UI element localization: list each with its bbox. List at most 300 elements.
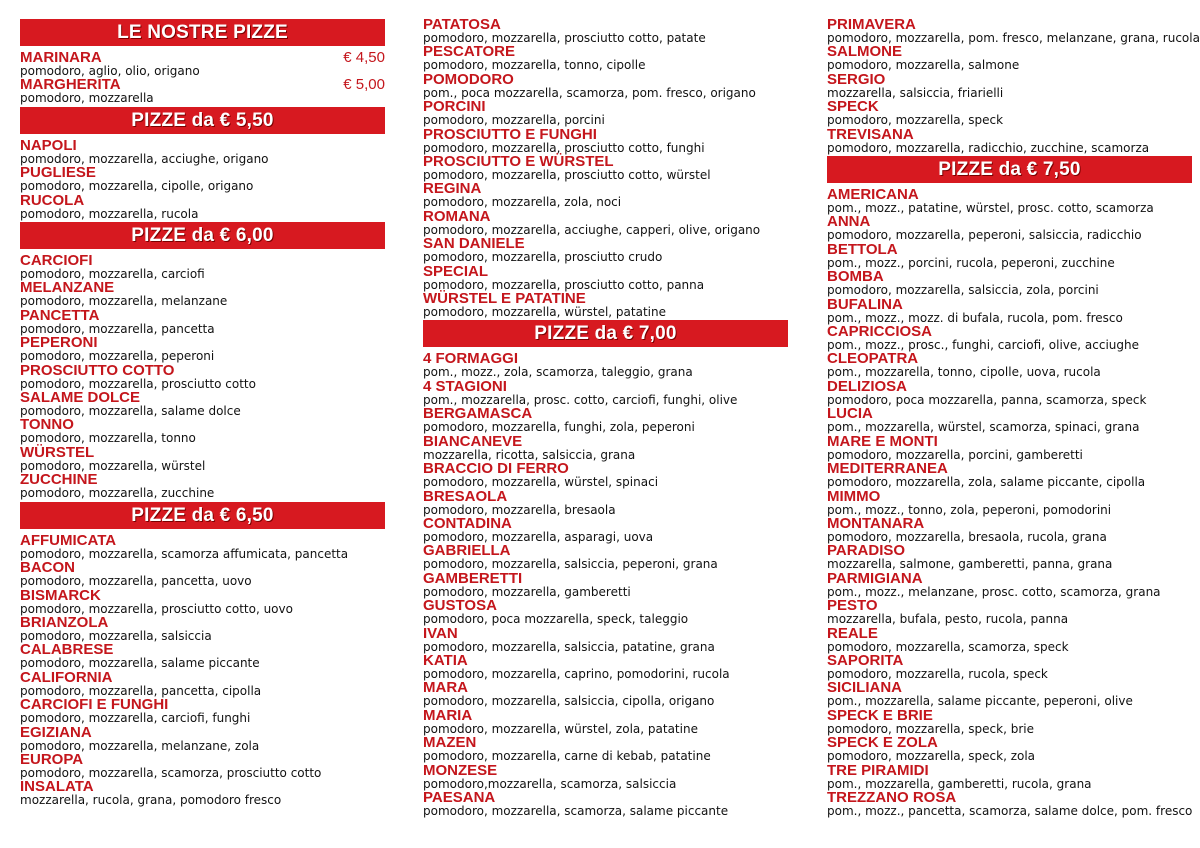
pizza-ingredients: pomodoro, mozzarella xyxy=(20,91,154,106)
section-header-pizze-da-eur-7-00: PIZZE da € 7,00 xyxy=(423,320,788,347)
pizza-name: MONZESE xyxy=(423,761,498,779)
pizza-name-row xyxy=(827,487,1192,505)
pizza-name-row xyxy=(423,262,788,280)
menu-item-romana xyxy=(423,207,788,237)
pizza-name-row xyxy=(827,213,1192,231)
pizza-name-row xyxy=(827,460,1192,478)
pizza-name-row xyxy=(827,597,1192,615)
pizza-ingredients: pomodoro, mozzarella, würstel, patatine xyxy=(423,305,666,320)
pizza-name: AMERICANA xyxy=(827,186,919,204)
pizza-ingredients: pomodoro, mozzarella, salmone xyxy=(827,58,1020,73)
pizza-name: BISMARCK xyxy=(20,586,101,604)
menu-item-tonno xyxy=(20,418,385,445)
pizza-name: LUCIA xyxy=(827,405,873,423)
pizza-ingredients: pomodoro, mozzarella, salsiccia, peperoni, grana xyxy=(423,557,718,572)
pizza-ingredients: pom., mozzarella, prosc. cotto, carciofi, funghi, olive xyxy=(423,392,738,407)
pizza-name: CONTADINA xyxy=(423,514,512,532)
pizza-ingredients: pomodoro, mozzarella, würstel, zola, patatine xyxy=(423,721,698,736)
pizza-ingredients: pomodoro, mozzarella, funghi, zola, peperoni xyxy=(423,420,695,435)
pizza-name: PRIMAVERA xyxy=(827,16,916,33)
pizza-ingredients: pom., mozz., prosc., funghi, carciofi, olive, acciughe xyxy=(827,338,1140,353)
menu-item-rucola xyxy=(20,191,385,221)
pizza-name-row xyxy=(827,761,1192,779)
pizza-name: CLEOPATRA xyxy=(827,350,919,368)
menu-item-siciliana xyxy=(827,681,1192,708)
pizza-name-row xyxy=(827,569,1192,587)
pizza-ingredients: pom., mozzarella, würstel, scamorza, spinaci, grana xyxy=(827,420,1140,435)
pizza-name-row xyxy=(827,405,1192,423)
pizza-name-row xyxy=(827,240,1192,258)
pizza-ingredients: pomodoro, mozzarella, tonno, cipolle xyxy=(423,58,646,73)
pizza-name: EUROPA xyxy=(20,750,84,768)
pizza-name: SAN DANIELE xyxy=(423,235,525,253)
menu-item-braccio-di-ferro xyxy=(423,462,788,489)
pizza-name-row xyxy=(20,696,385,714)
pizza-name: GUSTOSA xyxy=(423,597,497,615)
pizza-name-row xyxy=(20,778,385,796)
pizza-name: AFFUMICATA xyxy=(20,531,117,549)
pizza-name: ZUCCHINE xyxy=(20,471,98,489)
pizza-name: MELANZANE xyxy=(20,279,115,297)
menu-item-prosciutto-e-wurstel xyxy=(423,155,788,182)
pizza-ingredients: pomodoro, mozzarella, zucchine xyxy=(20,486,215,501)
pizza-name: INSALATA xyxy=(20,778,94,796)
menu-item-4-formaggi xyxy=(423,352,788,379)
pizza-name: POMODORO xyxy=(423,70,514,88)
menu-item-gamberetti xyxy=(423,569,788,599)
pizza-name: NAPOLI xyxy=(20,136,77,154)
menu-item-speck-e-brie xyxy=(827,706,1192,736)
menu-item-pomodoro xyxy=(423,70,788,100)
menu-item-zucchine xyxy=(20,473,385,500)
menu-item-egiziana xyxy=(20,723,385,753)
menu-item-speck xyxy=(827,100,1192,127)
pizza-name: BOMBA xyxy=(827,268,884,286)
menu-item-bettola xyxy=(827,240,1192,270)
pizza-name-row xyxy=(423,788,788,806)
pizza-ingredients: pomodoro, poca mozzarella, panna, scamorza, speck xyxy=(827,392,1147,407)
pizza-name-row xyxy=(827,18,1192,31)
pizza-name: MARIA xyxy=(423,706,473,724)
menu-item-speck-e-zola xyxy=(827,736,1192,763)
menu-item-insalata xyxy=(20,780,385,807)
menu-item-mara xyxy=(423,681,788,708)
menu-item-mare-e-monti xyxy=(827,432,1192,462)
pizza-name-row xyxy=(423,624,788,642)
pizza-name-row xyxy=(827,679,1192,697)
menu-item-melanzane xyxy=(20,281,385,308)
pizza-ingredients: pomodoro, mozzarella, salame dolce xyxy=(20,404,241,419)
pizza-name: PARADISO xyxy=(827,542,906,560)
menu-item-wurstel xyxy=(20,443,385,473)
pizza-name: BUFALINA xyxy=(827,295,903,313)
pizza-ingredients: pomodoro, mozzarella, asparagi, uova xyxy=(423,529,654,544)
pizza-name-row xyxy=(20,668,385,686)
pizza-ingredients: pomodoro, mozzarella, carciofi xyxy=(20,267,205,282)
pizza-name-row xyxy=(827,734,1192,752)
pizza-ingredients: pomodoro, mozzarella, pom. fresco, melanzane, grana, rucola xyxy=(827,31,1200,45)
menu-item-americana xyxy=(827,188,1192,215)
pizza-price: € 5,00 xyxy=(343,76,385,94)
pizza-name-row xyxy=(423,679,788,697)
menu-column-3 xyxy=(827,16,1200,818)
pizza-ingredients: pomodoro, mozzarella, salsiccia, zola, porcini xyxy=(827,283,1099,298)
menu-item-maria xyxy=(423,706,788,736)
pizza-name: MARA xyxy=(423,679,468,697)
section-header-pizze-da-eur-7-50: PIZZE da € 7,50 xyxy=(827,156,1192,183)
pizza-ingredients: pomodoro, mozzarella, peperoni xyxy=(20,349,215,364)
pizza-name: BRIANZOLA xyxy=(20,613,109,631)
pizza-name: GAMBERETTI xyxy=(423,569,523,587)
pizza-name: TREVISANA xyxy=(827,125,914,143)
pizza-ingredients: pomodoro, mozzarella, prosciutto cotto xyxy=(20,376,256,391)
pizza-name: SPECK xyxy=(827,98,879,116)
pizza-ingredients: pomodoro, mozzarella, tonno xyxy=(20,431,196,446)
pizza-ingredients: pomodoro, mozzarella, zola, noci xyxy=(423,195,622,210)
pizza-ingredients: pom., mozz., melanzane, prosc. cotto, scamorza, grana xyxy=(827,584,1161,599)
pizza-name: ROMANA xyxy=(423,207,491,225)
menu-item-porcini xyxy=(423,100,788,127)
pizza-ingredients: pom., mozz., porcini, rucola, peperoni, zucchine xyxy=(827,255,1115,270)
pizza-name: CARCIOFI E FUNGHI xyxy=(20,696,169,714)
pizza-name-row xyxy=(423,761,788,779)
pizza-name: KATIA xyxy=(423,651,468,669)
pizza-ingredients: mozzarella, rucola, grana, pomodoro fresco xyxy=(20,793,282,808)
pizza-ingredients: pom., mozz., pancetta, scamorza, salame dolce, pom. fresco xyxy=(827,803,1193,818)
pizza-name-row xyxy=(423,651,788,669)
pizza-ingredients: pomodoro, mozzarella, prosciutto cotto, würstel xyxy=(423,168,711,183)
pizza-name: PUGLIESE xyxy=(20,164,96,182)
menu-item-trevisana xyxy=(827,125,1192,155)
pizza-ingredients: pomodoro, mozzarella, peperoni, salsiccia, radicchio xyxy=(827,228,1142,243)
pizza-name-row xyxy=(423,180,788,198)
pizza-ingredients: pomodoro, mozzarella, würstel xyxy=(20,458,206,473)
pizza-ingredients: pomodoro, mozzarella, rucola xyxy=(20,206,199,221)
pizza-name: PAESANA xyxy=(423,788,496,806)
menu-item-ivan xyxy=(423,624,788,654)
menu-column-2 xyxy=(423,18,788,818)
pizza-name-row xyxy=(423,432,788,450)
section-header-pizze-da-eur-6-50: PIZZE da € 6,50 xyxy=(20,502,385,529)
pizza-name: PESTO xyxy=(827,597,878,615)
menu-item-mimmo xyxy=(827,487,1192,517)
pizza-name: BIANCANEVE xyxy=(423,432,523,450)
pizza-name-row xyxy=(827,186,1192,204)
pizza-name-row xyxy=(423,125,788,143)
pizza-name: MARINARA xyxy=(20,49,102,66)
menu-item-pugliese xyxy=(20,166,385,193)
pizza-name-row xyxy=(20,531,385,549)
menu-item-patatosa xyxy=(423,18,788,45)
pizza-name-row xyxy=(20,334,385,352)
pizza-ingredients: pomodoro, mozzarella, scamorza affumicata, pancetta xyxy=(20,546,349,561)
pizza-ingredients: pomodoro, mozzarella, acciughe, origano xyxy=(20,151,269,166)
pizza-name: PARMIGIANA xyxy=(827,569,923,587)
menu-item-prosciutto-e-funghi xyxy=(423,125,788,155)
pizza-name: CALIFORNIA xyxy=(20,668,113,686)
menu-item-biancaneve xyxy=(423,432,788,462)
pizza-name: SPECK E BRIE xyxy=(827,706,933,724)
section-header-pizze-da-eur-6-00: PIZZE da € 6,00 xyxy=(20,222,385,249)
menu-item-wurstel-e-patatine xyxy=(423,292,788,319)
pizza-ingredients: mozzarella, salmone, gamberetti, panna, grana xyxy=(827,557,1113,572)
pizza-name: CAPRICCIOSA xyxy=(827,323,933,341)
pizza-name-row xyxy=(20,136,385,154)
pizza-ingredients: pomodoro, mozzarella, salsiccia, patatine, grana xyxy=(423,639,715,654)
pizza-ingredients: pomodoro, mozzarella, würstel, spinaci xyxy=(423,475,659,490)
pizza-name: EGIZIANA xyxy=(20,723,92,741)
section-header-pizze-da-eur-5-50: PIZZE da € 5,50 xyxy=(20,107,385,134)
pizza-ingredients: pom., mozz., mozz. di bufala, rucola, pom. fresco xyxy=(827,310,1123,325)
menu-item-bomba xyxy=(827,270,1192,297)
pizza-name-row xyxy=(423,487,788,505)
pizza-name: PROSCIUTTO E WÜRSTEL xyxy=(423,153,614,171)
menu-item-capricciosa xyxy=(827,325,1192,352)
pizza-ingredients: pom., mozzarella, gamberetti, rucola, grana xyxy=(827,776,1092,791)
pizza-name-row xyxy=(20,361,385,379)
pizza-name: SPECIAL xyxy=(423,262,489,280)
pizza-name: PROSCIUTTO COTTO xyxy=(20,361,175,379)
pizza-name-row xyxy=(423,542,788,560)
menu-item-bergamasca xyxy=(423,407,788,434)
pizza-name-row xyxy=(423,706,788,724)
pizza-name: WÜRSTEL E PATATINE xyxy=(423,290,586,308)
pizza-name-row xyxy=(20,76,385,94)
pizza-name: DELIZIOSA xyxy=(827,377,908,395)
pizza-ingredients: pomodoro, mozzarella, speck xyxy=(827,113,1004,128)
pizza-ingredients: pomodoro, mozzarella, prosciutto cotto, uovo xyxy=(20,601,293,616)
pizza-name-row xyxy=(423,290,788,308)
menu-item-affumicata xyxy=(20,531,385,561)
pizza-name: PROSCIUTTO E FUNGHI xyxy=(423,125,597,143)
menu-item-tre-piramidi xyxy=(827,761,1192,791)
menu-item-pesto xyxy=(827,599,1192,626)
pizza-name-row xyxy=(20,559,385,577)
pizza-name-row xyxy=(423,70,788,88)
pizza-name-row xyxy=(20,641,385,659)
pizza-name: REGINA xyxy=(423,180,482,198)
pizza-name: GABRIELLA xyxy=(423,542,511,560)
pizza-name-row xyxy=(827,432,1192,450)
menu-item-regina xyxy=(423,182,788,209)
menu-item-bismarck xyxy=(20,586,385,616)
pizza-ingredients: pomodoro, mozzarella, cipolle, origano xyxy=(20,179,254,194)
pizza-ingredients: pomodoro, mozzarella, bresaola, rucola, grana xyxy=(827,529,1107,544)
menu-item-salame-dolce xyxy=(20,391,385,418)
pizza-ingredients: pomodoro, mozzarella, pancetta, uovo xyxy=(20,574,252,589)
menu-item-katia xyxy=(423,651,788,681)
pizza-name: SERGIO xyxy=(827,70,886,88)
menu-column-1 xyxy=(20,18,385,808)
menu-item-reale xyxy=(827,624,1192,654)
pizza-name-row xyxy=(20,586,385,604)
pizza-name: PATATOSA xyxy=(423,16,501,33)
pizza-name-row xyxy=(827,295,1192,313)
pizza-name-row xyxy=(423,569,788,587)
pizza-name: TREZZANO ROSA xyxy=(827,788,957,806)
pizza-name-row xyxy=(423,734,788,752)
pizza-name: MARGHERITA xyxy=(20,76,121,94)
pizza-name: PESCATORE xyxy=(423,43,515,61)
menu-item-prosciutto-cotto xyxy=(20,361,385,391)
pizza-name: 4 STAGIONI xyxy=(423,377,507,395)
menu-item-peperoni xyxy=(20,336,385,363)
pizza-ingredients: pomodoro, poca mozzarella, speck, taleggio xyxy=(423,612,689,627)
pizza-ingredients: pomodoro, mozzarella, rucola, speck xyxy=(827,666,1048,681)
pizza-name: MIMMO xyxy=(827,487,881,505)
pizza-ingredients: pomodoro,mozzarella, scamorza, salsiccia xyxy=(423,776,677,791)
pizza-name-row xyxy=(20,723,385,741)
pizza-name-row xyxy=(20,279,385,297)
pizza-name: SICILIANA xyxy=(827,679,902,697)
menu-item-california xyxy=(20,668,385,698)
pizza-ingredients: pom., mozzarella, tonno, cipolle, uova, rucola xyxy=(827,365,1101,380)
pizza-name: BETTOLA xyxy=(827,240,898,258)
pizza-name-row xyxy=(20,613,385,631)
pizza-ingredients: pomodoro, mozzarella, speck, zola xyxy=(827,749,1036,764)
pizza-name: CARCIOFI xyxy=(20,252,93,270)
menu-item-bacon xyxy=(20,561,385,588)
pizza-ingredients: pomodoro, mozzarella, melanzane, zola xyxy=(20,738,260,753)
menu-item-monzese xyxy=(423,761,788,791)
menu-item-pescatore xyxy=(423,45,788,72)
pizza-name: REALE xyxy=(827,624,878,642)
pizza-ingredients: pom., mozz., patatine, würstel, prosc. cotto, scamorza xyxy=(827,201,1154,216)
menu-item-trezzano-rosa xyxy=(827,788,1193,818)
menu-item-bufalina xyxy=(827,295,1192,325)
pizza-ingredients: mozzarella, salsiccia, friarielli xyxy=(827,85,1004,100)
pizza-name-row xyxy=(827,323,1192,341)
menu-item-napoli xyxy=(20,136,385,166)
pizza-ingredients: mozzarella, bufala, pesto, rucola, panna xyxy=(827,612,1069,627)
pizza-name: SALAME DOLCE xyxy=(20,389,140,407)
pizza-name-row xyxy=(423,460,788,478)
pizza-ingredients: pomodoro, mozzarella, carne di kebab, patatine xyxy=(423,749,711,764)
pizza-name: CALABRESE xyxy=(20,641,114,659)
menu-item-montanara xyxy=(827,514,1192,544)
pizza-name-row xyxy=(20,750,385,768)
menu-item-brianzola xyxy=(20,613,385,643)
pizza-ingredients: pomodoro, mozzarella, speck, brie xyxy=(827,721,1034,736)
menu-item-margherita xyxy=(20,78,385,105)
menu-item-sergio xyxy=(827,70,1192,100)
pizza-ingredients: mozzarella, ricotta, salsiccia, grana xyxy=(423,447,636,462)
pizza-name: ANNA xyxy=(827,213,871,231)
pizza-ingredients: pomodoro, mozzarella, zola, salame piccante, cipolla xyxy=(827,475,1146,490)
menu-item-cleopatra xyxy=(827,352,1192,379)
pizza-name: TONNO xyxy=(20,416,74,434)
menu-item-calabrese xyxy=(20,643,385,670)
menu-item-anna xyxy=(827,215,1192,242)
pizza-name-row xyxy=(827,98,1192,116)
menu-item-bresaola xyxy=(423,487,788,517)
pizza-name: RUCOLA xyxy=(20,191,85,209)
menu-item-saporita xyxy=(827,651,1192,681)
pizza-name-row xyxy=(423,98,788,116)
pizza-ingredients: pomodoro, aglio, olio, origano xyxy=(20,64,200,78)
pizza-name: SALMONE xyxy=(827,43,902,61)
menu-item-gabriella xyxy=(423,544,788,571)
pizza-name-row xyxy=(827,788,1192,806)
pizza-name-row xyxy=(20,443,385,461)
pizza-name: TRE PIRAMIDI xyxy=(827,761,929,779)
pizza-name-row xyxy=(423,18,788,31)
pizza-ingredients: pomodoro, mozzarella, salsiccia xyxy=(20,628,212,643)
pizza-name-row xyxy=(827,125,1192,143)
menu-item-europa xyxy=(20,750,385,780)
pizza-name-row xyxy=(827,268,1192,286)
menu-item-pancetta xyxy=(20,306,385,336)
pizza-name: PORCINI xyxy=(423,98,486,116)
menu-item-marinara xyxy=(20,51,385,78)
menu-item-salmone xyxy=(827,45,1192,72)
pizza-name-row xyxy=(20,416,385,434)
pizza-ingredients: pomodoro, mozzarella, prosciutto cotto, patate xyxy=(423,31,706,45)
pizza-name: MONTANARA xyxy=(827,514,925,532)
pizza-name-row xyxy=(20,471,385,489)
pizza-ingredients: pomodoro, mozzarella, prosciutto cotto, panna xyxy=(423,277,705,292)
pizza-name-row xyxy=(827,377,1192,395)
menu-item-contadina xyxy=(423,514,788,544)
menu-item-carciofi-e-funghi xyxy=(20,698,385,725)
pizza-ingredients: pomodoro, mozzarella, salame piccante xyxy=(20,656,260,671)
menu-item-primavera xyxy=(827,16,1200,45)
pizza-name: SAPORITA xyxy=(827,651,904,669)
pizza-name-row xyxy=(827,651,1192,669)
pizza-ingredients: pomodoro, mozzarella, caprino, pomodorini, rucola xyxy=(423,666,730,681)
pizza-name-row xyxy=(20,252,385,270)
pizza-name: 4 FORMAGGI xyxy=(423,350,519,368)
pizza-name-row xyxy=(827,43,1192,61)
menu-item-mazen xyxy=(423,736,788,763)
pizza-ingredients: pomodoro, mozzarella, bresaola xyxy=(423,502,616,517)
pizza-ingredients: pomodoro, mozzarella, carciofi, funghi xyxy=(20,711,251,726)
pizza-price: € 4,50 xyxy=(343,49,385,66)
pizza-name: SPECK E ZOLA xyxy=(827,734,938,752)
menu-item-parmigiana xyxy=(827,569,1192,599)
pizza-name-row xyxy=(423,377,788,395)
pizza-ingredients: pomodoro, mozzarella, scamorza, speck xyxy=(827,639,1069,654)
pizza-ingredients: pomodoro, mozzarella, acciughe, capperi, olive, origano xyxy=(423,222,761,237)
pizza-ingredients: pomodoro, mozzarella, prosciutto crudo xyxy=(423,250,663,265)
menu-item-lucia xyxy=(827,407,1192,434)
pizza-name-row xyxy=(20,306,385,324)
menu-item-carciofi xyxy=(20,254,385,281)
pizza-ingredients: pomodoro, mozzarella, porcini, gamberetti xyxy=(827,447,1083,462)
pizza-name-row xyxy=(423,153,788,171)
menu-item-4-stagioni xyxy=(423,377,788,407)
pizza-ingredients: pom., mozz., zola, scamorza, taleggio, grana xyxy=(423,365,693,380)
pizza-name-row xyxy=(827,70,1192,88)
pizza-name: MEDITERRANEA xyxy=(827,460,948,478)
pizza-name-row xyxy=(827,350,1192,368)
pizza-ingredients: pomodoro, mozzarella, porcini xyxy=(423,113,605,128)
pizza-name: PANCETTA xyxy=(20,306,100,324)
section-header-le-nostre-pizze: LE NOSTRE PIZZE xyxy=(20,19,385,46)
menu-item-special xyxy=(423,262,788,292)
pizza-ingredients: pom., mozzarella, salame piccante, peperoni, olive xyxy=(827,694,1133,709)
pizza-ingredients: pomodoro, mozzarella, salsiccia, cipolla, origano xyxy=(423,694,715,709)
menu-item-paradiso xyxy=(827,544,1192,571)
pizza-name-row xyxy=(423,207,788,225)
pizza-name-row xyxy=(827,624,1192,642)
pizza-name-row xyxy=(423,514,788,532)
pizza-name-row xyxy=(423,405,788,423)
pizza-name-row xyxy=(827,514,1192,532)
pizza-ingredients: pom., mozz., tonno, zola, peperoni, pomodorini xyxy=(827,502,1112,517)
pizza-name: MARE E MONTI xyxy=(827,432,938,450)
pizza-name: MAZEN xyxy=(423,734,477,752)
